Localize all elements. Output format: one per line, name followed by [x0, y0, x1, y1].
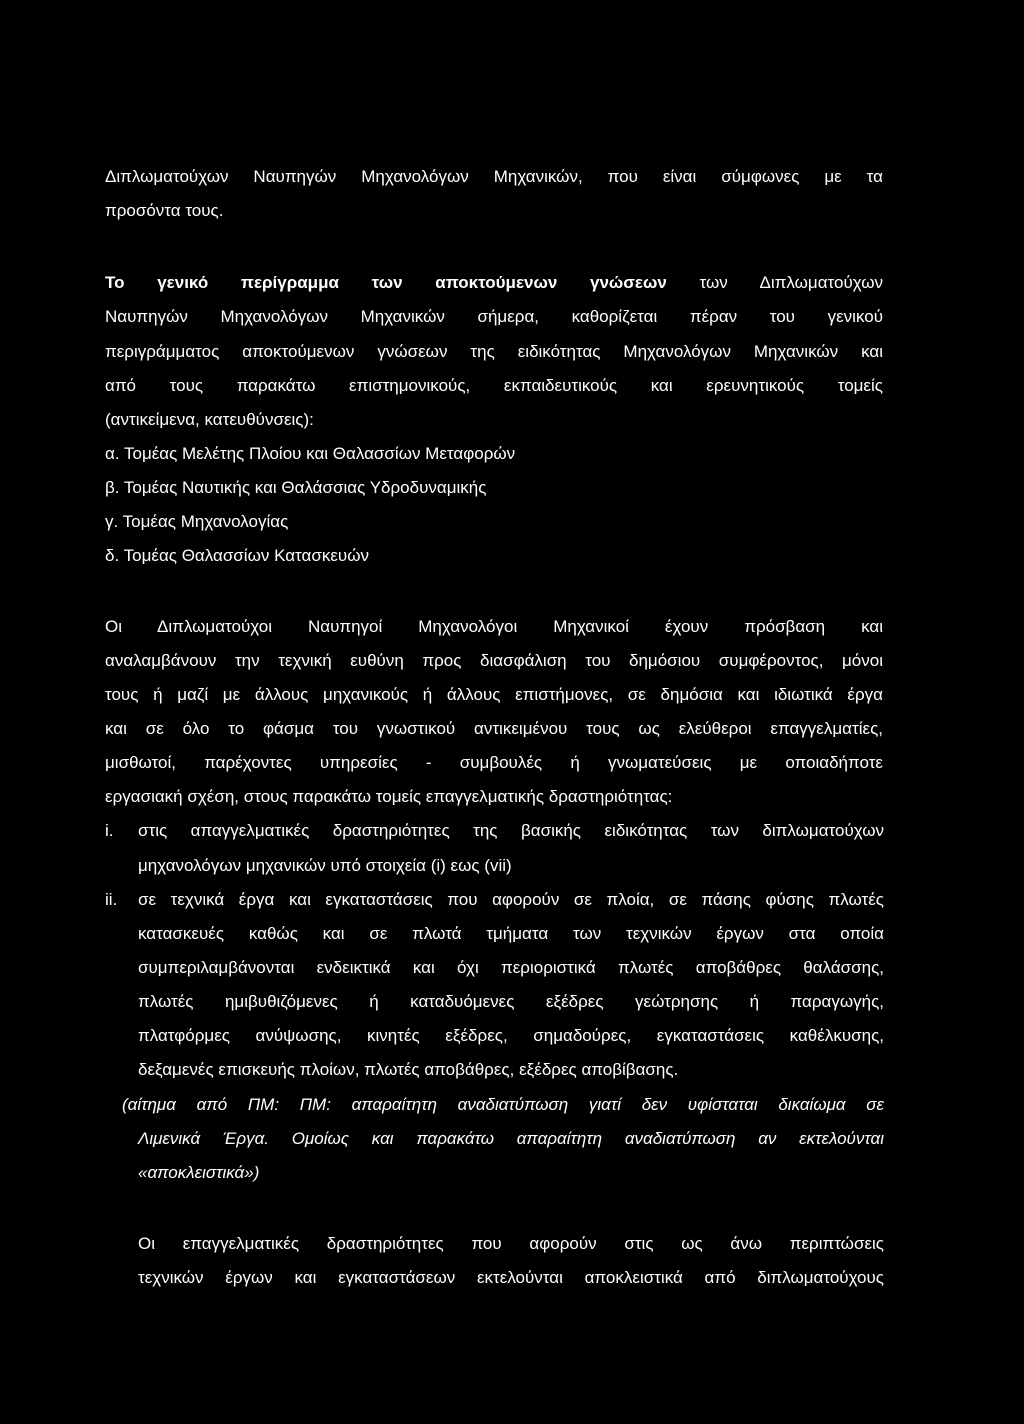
- paragraph-3-line-1: Οι Διπλωματούχοι Ναυπηγοί Μηχανολόγοι Μηχανικοί έχουν πρόσβαση και: [105, 617, 883, 636]
- paragraph-3-line-4: και σε όλο το φάσμα του γνωστικού αντικειμένου τους ως ελεύθεροι επαγγελματίες,: [105, 719, 883, 738]
- paragraph-2-line-1-rest: των Διπλωματούχων: [666, 273, 883, 292]
- note-line-2: Λιμενικά Έργα. Ομοίως και παρακάτω απαραίτητη αναδιατύπωση αν εκτελούνται: [138, 1129, 884, 1148]
- item-ii-line-1: σε τεχνικά έργα και εγκαταστάσεις που αφορούν σε πλοία, σε πάσης φύσης πλωτές: [138, 890, 884, 909]
- sector-item-d: δ. Τομέας Θαλασσίων Κατασκευών: [105, 546, 369, 565]
- list-marker-ii: ii.: [105, 890, 118, 909]
- note-line-3: «αποκλειστικά»): [138, 1163, 260, 1182]
- paragraph-2-line-5: (αντικείμενα, κατευθύνσεις):: [105, 410, 314, 429]
- paragraph-4-line-2: τεχνικών έργων και εγκαταστάσεων εκτελούνται αποκλειστικά από διπλωματούχους: [138, 1268, 884, 1287]
- paragraph-3-line-3: τους ή μαζί με άλλους μηχανικούς ή άλλους επιστήμονες, σε δημόσια και ιδιωτικά έργα: [105, 685, 883, 704]
- item-ii-line-5: πλατφόρμες ανύψωσης, κινητές εξέδρες, σημαδούρες, εγκαταστάσεις καθέλκυσης,: [138, 1026, 884, 1045]
- paragraph-2-line-1: [105, 270, 883, 296]
- paragraph-1-line-2: προσόντα τους.: [105, 201, 224, 220]
- item-ii-line-4: πλωτές ημιβυθιζόμενες ή καταδυόμενες εξέδρες γεώτρησης ή παραγωγής,: [138, 992, 884, 1011]
- sector-item-c: γ. Τομέας Μηχανολογίας: [105, 512, 289, 531]
- paragraph-3-line-6: εργασιακή σχέση, στους παρακάτω τομείς επαγγελματικής δραστηριότητας:: [105, 787, 673, 806]
- paragraph-2-line-3: περιγράμματος αποκτούμενων γνώσεων της ειδικότητας Μηχανολόγων Μηχανικών και: [105, 342, 883, 361]
- paragraph-1-line-1: Διπλωματούχων Ναυπηγών Μηχανολόγων Μηχανικών, που είναι σύμφωνες με τα: [105, 167, 883, 186]
- list-marker-i: i.: [105, 821, 114, 840]
- item-i-line-2: μηχανολόγων μηχανικών υπό στοιχεία (i) εως (vii): [138, 856, 512, 875]
- paragraph-2-line-4: από τους παρακάτω επιστημονικούς, εκπαιδευτικούς και ερευνητικούς τομείς: [105, 376, 883, 395]
- paragraph-2-line-2: Ναυπηγών Μηχανολόγων Μηχανικών σήμερα, καθορίζεται πέραν του γενικού: [105, 307, 883, 326]
- paragraph-3-line-2: αναλαμβάνουν την τεχνική ευθύνη προς διασφάλιση του δημόσιου συμφέροντος, μόνοι: [105, 651, 883, 670]
- paragraph-2-bold-phrase: Το γενικό περίγραμμα των αποκτούμενων γνώσεων: [105, 273, 667, 292]
- paragraph-4-line-1: Οι επαγγελματικές δραστηριότητες που αφορούν στις ως άνω περιπτώσεις: [138, 1234, 884, 1253]
- paragraph-3-line-5: μισθωτοί, παρέχοντες υπηρεσίες - συμβουλές ή γνωματεύσεις με οποιαδήποτε: [105, 753, 883, 772]
- item-ii-line-6: δεξαμενές επισκευής πλοίων, πλωτές αποβάθρες, εξέδρες αποβίβασης.: [138, 1060, 679, 1079]
- note-line-1: (αίτημα από ΠΜ: ΠΜ: απαραίτητη αναδιατύπωση γιατί δεν υφίσταται δικαίωμα σε: [122, 1095, 884, 1114]
- item-ii-line-2: κατασκευές καθώς και σε πλωτά τμήματα των τεχνικών έργων στα οποία: [138, 924, 884, 943]
- item-ii-line-3: συμπεριλαμβάνονται ενδεικτικά και όχι περιοριστικά πλωτές αποβάθρες θαλάσσης,: [138, 958, 884, 977]
- item-i-line-1: στις απαγγελματικές δραστηριότητες της βασικής ειδικότητας των διπλωματούχων: [138, 821, 884, 840]
- sector-item-b: β. Τομέας Ναυτικής και Θαλάσσιας Υδροδυναμικής: [105, 478, 487, 497]
- sector-item-a: α. Τομέας Μελέτης Πλοίου και Θαλασσίων Μεταφορών: [105, 444, 516, 463]
